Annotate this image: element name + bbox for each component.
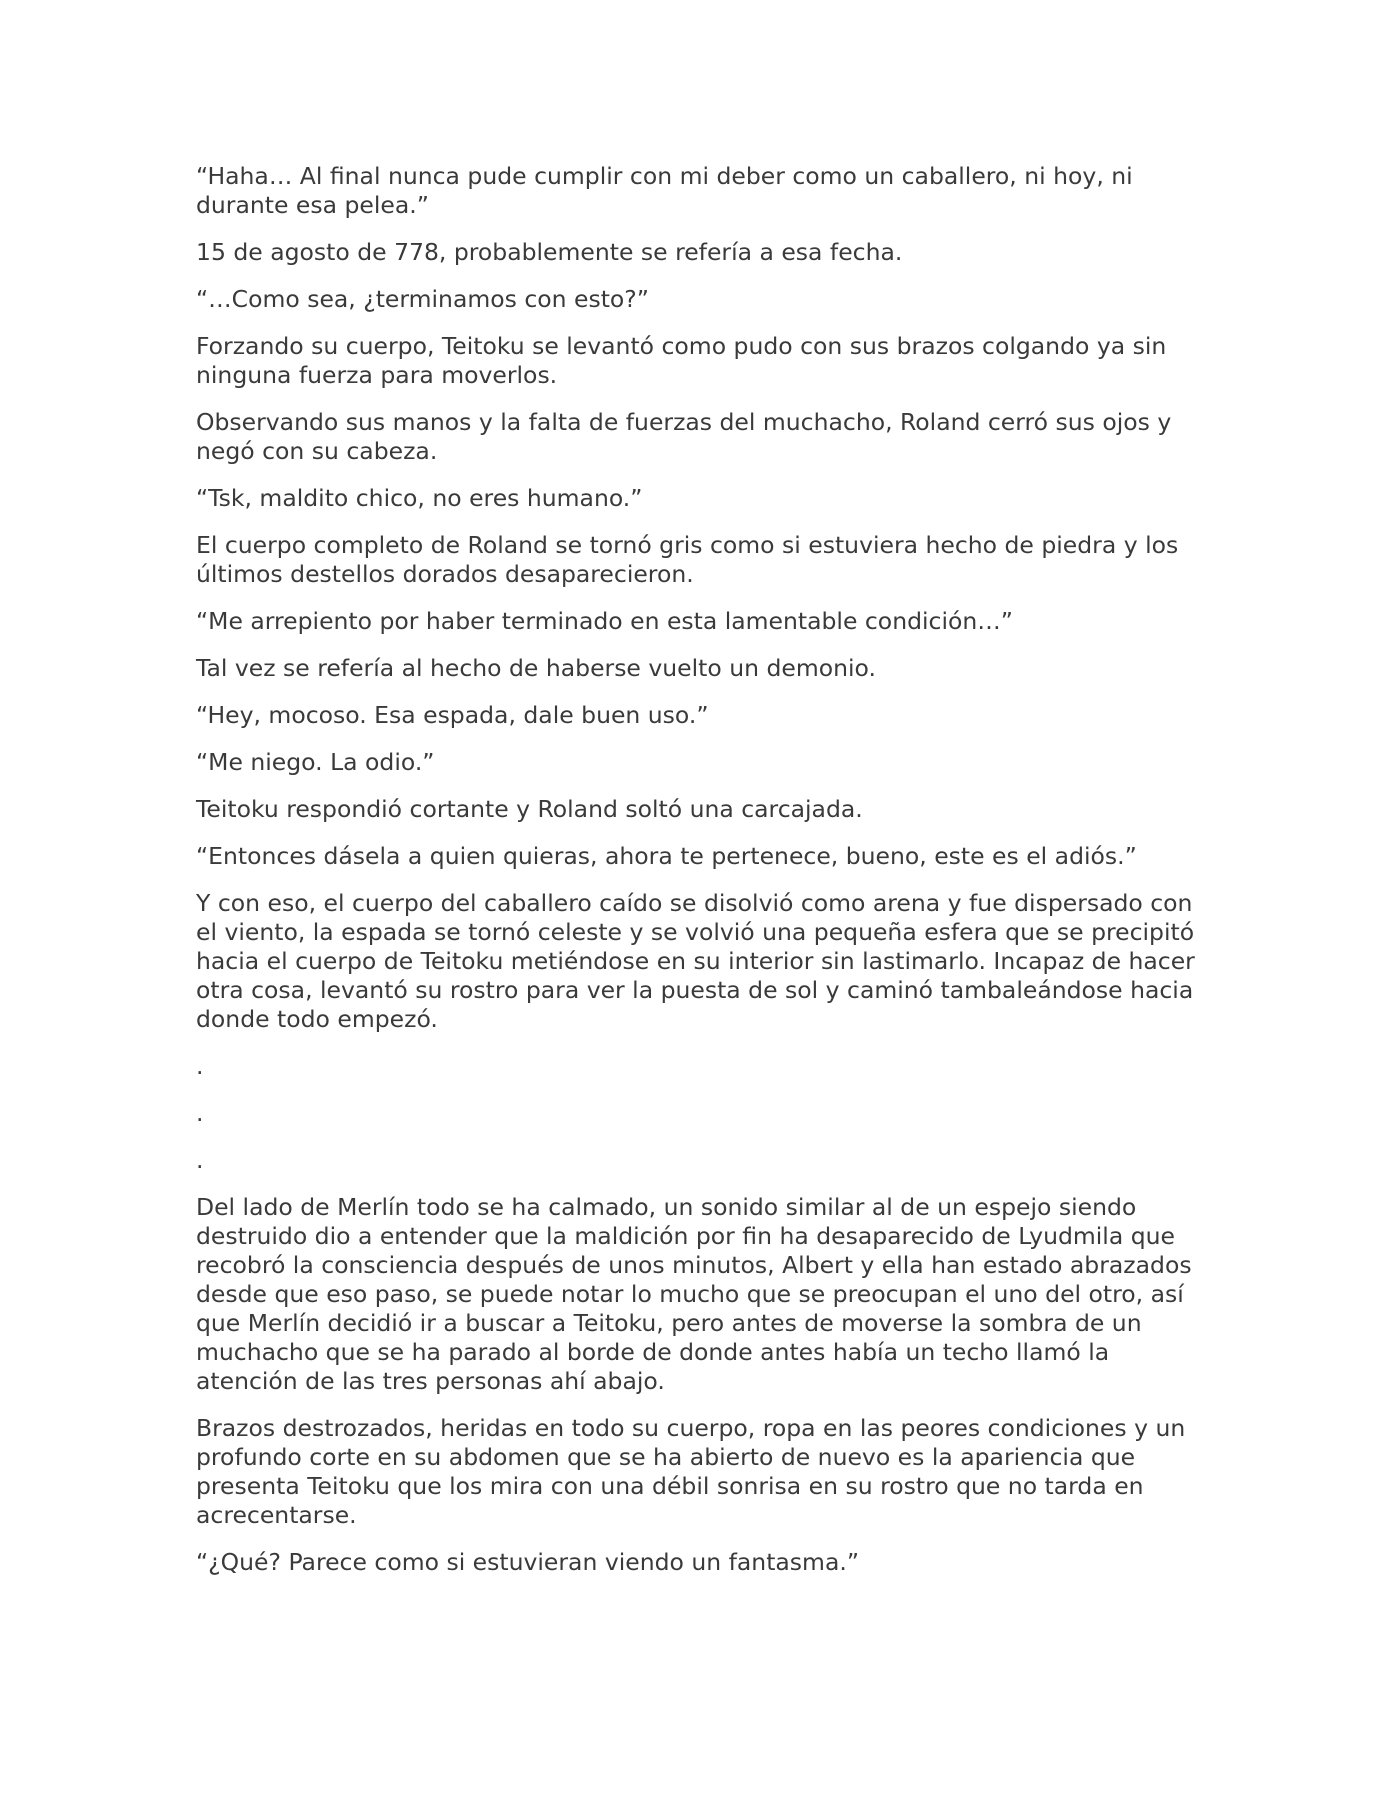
paragraph: Tal vez se refería al hecho de haberse vuelto un demonio. [196, 654, 876, 682]
paragraph: “Entonces dásela a quien quieras, ahora te pertenece, bueno, este es el adiós.” [196, 842, 1137, 870]
paragraph: “Me niego. La odio.” [196, 748, 435, 776]
paragraph: Brazos destrozados, heridas en todo su cuerpo, ropa en las peores condiciones y un profundo corte en su abdomen que se ha abierto de nuevo es la apariencia que presenta Teitoku que los mira con una débil sonrisa en su rostro que no tarda en acrecentarse. [196, 1414, 1186, 1529]
paragraph: “Tsk, maldito chico, no eres humano.” [196, 484, 643, 512]
paragraph: “…Como sea, ¿terminamos con esto?” [196, 285, 649, 313]
document-page [196, 162, 1206, 1595]
paragraph: Forzando su cuerpo, Teitoku se levantó como pudo con sus brazos colgando ya sin ninguna fuerza para moverlos. [196, 332, 1167, 389]
paragraph: “Me arrepiento por haber terminado en esta lamentable condición…” [196, 607, 1013, 635]
paragraph: “Haha… Al final nunca pude cumplir con mi deber como un caballero, ni hoy, ni durante esa pelea.” [196, 162, 1133, 219]
paragraph: Observando sus manos y la falta de fuerzas del muchacho, Roland cerró sus ojos y negó con su cabeza. [196, 408, 1172, 465]
paragraph: Del lado de Merlín todo se ha calmado, un sonido similar al de un espejo siendo destruido dio a entender que la maldición por fin ha desaparecido de Lyudmila que recobró la consciencia después de unos minutos, Albert y ella han estado abrazados desde que eso paso, se puede notar lo mucho que se preocupan el uno del otro, así que Merlín decidió ir a buscar a Teitoku, pero antes de moverse la sombra de un muchacho que se ha parado al borde de donde antes había un techo llamó la atención de las tres personas ahí abajo. [196, 1193, 1192, 1395]
scene-separator-dot: . [196, 1146, 204, 1174]
paragraph: “¿Qué? Parece como si estuvieran viendo un fantasma.” [196, 1548, 859, 1576]
paragraph: Teitoku respondió cortante y Roland soltó una carcajada. [196, 795, 863, 823]
paragraph: 15 de agosto de 778, probablemente se refería a esa fecha. [196, 238, 903, 266]
paragraph: “Hey, mocoso. Esa espada, dale buen uso.” [196, 701, 709, 729]
scene-separator-dot: . [196, 1099, 204, 1127]
paragraph: El cuerpo completo de Roland se tornó gris como si estuviera hecho de piedra y los últimos destellos dorados desaparecieron. [196, 531, 1179, 588]
paragraph: Y con eso, el cuerpo del caballero caído se disolvió como arena y fue dispersado con el viento, la espada se tornó celeste y se volvió una pequeña esfera que se precipitó hacia el cuerpo de Teitoku metiéndose en su interior sin lastimarlo. Incapaz de hacer otra cosa, levantó su rostro para ver la puesta de sol y caminó tambaleándose hacia donde todo empezó. [196, 889, 1195, 1033]
scene-separator-dot: . [196, 1052, 204, 1080]
